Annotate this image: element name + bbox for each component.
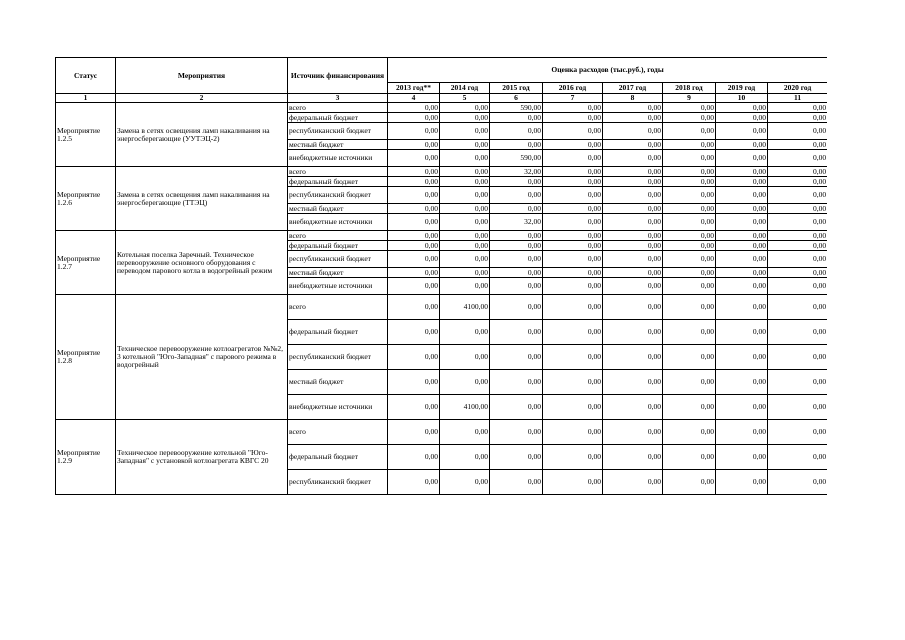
amount-cell: 0,00 bbox=[716, 345, 768, 370]
amount-cell: 0,00 bbox=[440, 370, 490, 395]
funding-source: внебюджетные источники bbox=[288, 278, 388, 295]
amount-cell: 0,00 bbox=[716, 140, 768, 150]
amount-cell: 0,00 bbox=[768, 177, 828, 187]
measure-status: Мероприятие 1.2.5 bbox=[56, 103, 116, 167]
amount-cell: 0,00 bbox=[388, 123, 440, 140]
amount-cell: 0,00 bbox=[603, 204, 663, 214]
amount-cell: 0,00 bbox=[490, 268, 543, 278]
amount-cell: 0,00 bbox=[768, 251, 828, 268]
amount-cell: 0,00 bbox=[716, 167, 768, 177]
amount-cell: 32,00 bbox=[490, 214, 543, 231]
funding-source: республиканский бюджет bbox=[288, 251, 388, 268]
amount-cell: 0,00 bbox=[543, 187, 603, 204]
amount-cell: 0,00 bbox=[490, 251, 543, 268]
amount-cell: 0,00 bbox=[490, 204, 543, 214]
table-row bbox=[56, 231, 828, 241]
amount-cell: 0,00 bbox=[768, 187, 828, 204]
amount-cell: 0,00 bbox=[543, 204, 603, 214]
measure-status: Мероприятие 1.2.8 bbox=[56, 295, 116, 420]
amount-cell: 0,00 bbox=[490, 113, 543, 123]
amount-cell: 0,00 bbox=[440, 231, 490, 241]
header-year: 2014 год bbox=[440, 83, 490, 94]
amount-cell: 0,00 bbox=[603, 231, 663, 241]
amount-cell: 0,00 bbox=[768, 420, 828, 445]
header-column-number: 2 bbox=[116, 94, 288, 103]
amount-cell: 0,00 bbox=[388, 320, 440, 345]
amount-cell: 0,00 bbox=[716, 470, 768, 495]
amount-cell: 0,00 bbox=[388, 113, 440, 123]
amount-cell: 0,00 bbox=[663, 113, 716, 123]
amount-cell: 0,00 bbox=[663, 204, 716, 214]
amount-cell: 0,00 bbox=[440, 103, 490, 113]
amount-cell: 0,00 bbox=[490, 231, 543, 241]
amount-cell: 0,00 bbox=[603, 395, 663, 420]
amount-cell: 0,00 bbox=[440, 214, 490, 231]
amount-cell: 0,00 bbox=[440, 177, 490, 187]
amount-cell: 0,00 bbox=[543, 103, 603, 113]
amount-cell: 0,00 bbox=[543, 251, 603, 268]
amount-cell: 0,00 bbox=[768, 231, 828, 241]
table-row bbox=[56, 420, 828, 445]
amount-cell: 0,00 bbox=[543, 395, 603, 420]
amount-cell: 0,00 bbox=[603, 150, 663, 167]
header-year: 2017 год bbox=[603, 83, 663, 94]
funding-source: местный бюджет bbox=[288, 204, 388, 214]
amount-cell: 0,00 bbox=[663, 123, 716, 140]
amount-cell: 0,00 bbox=[543, 167, 603, 177]
amount-cell: 0,00 bbox=[603, 470, 663, 495]
amount-cell: 0,00 bbox=[603, 214, 663, 231]
amount-cell: 0,00 bbox=[768, 123, 828, 140]
amount-cell: 0,00 bbox=[716, 113, 768, 123]
amount-cell: 0,00 bbox=[388, 241, 440, 251]
amount-cell: 0,00 bbox=[388, 140, 440, 150]
measure-name: Техническое перевооружение котельной "Юго-Западная" с установкой котлоагрегата КВГС 20 bbox=[116, 420, 288, 495]
amount-cell: 0,00 bbox=[490, 320, 543, 345]
amount-cell: 0,00 bbox=[663, 187, 716, 204]
funding-source: внебюджетные источники bbox=[288, 395, 388, 420]
header-column-number: 10 bbox=[716, 94, 768, 103]
measure-name: Котельная поселка Заречный. Техническое перевооружение основного оборудования с переводом парового котла в водогрейный режим bbox=[116, 231, 288, 295]
amount-cell: 0,00 bbox=[603, 370, 663, 395]
amount-cell: 0,00 bbox=[440, 187, 490, 204]
amount-cell: 0,00 bbox=[603, 103, 663, 113]
amount-cell: 0,00 bbox=[543, 241, 603, 251]
header-year: 2013 год** bbox=[388, 83, 440, 94]
amount-cell: 0,00 bbox=[388, 395, 440, 420]
amount-cell: 0,00 bbox=[543, 320, 603, 345]
header-source: Источник финансирования bbox=[288, 58, 388, 94]
amount-cell: 0,00 bbox=[388, 251, 440, 268]
funding-source: всего bbox=[288, 420, 388, 445]
amount-cell: 590,00 bbox=[490, 103, 543, 113]
amount-cell: 0,00 bbox=[716, 445, 768, 470]
amount-cell: 0,00 bbox=[490, 177, 543, 187]
amount-cell: 0,00 bbox=[603, 123, 663, 140]
amount-cell: 0,00 bbox=[768, 470, 828, 495]
header-column-numbers-row bbox=[56, 94, 828, 103]
amount-cell: 0,00 bbox=[663, 445, 716, 470]
amount-cell: 0,00 bbox=[603, 278, 663, 295]
funding-source: республиканский бюджет bbox=[288, 345, 388, 370]
amount-cell: 0,00 bbox=[716, 420, 768, 445]
amount-cell: 0,00 bbox=[440, 140, 490, 150]
measure-name: Техническое перевооружение котлоагрегатов №№2, 3 котельной "Юго-Западная" с парового режима в водогрейный bbox=[116, 295, 288, 420]
amount-cell: 0,00 bbox=[543, 370, 603, 395]
amount-cell: 0,00 bbox=[716, 278, 768, 295]
funding-source: внебюджетные источники bbox=[288, 214, 388, 231]
header-column-number: 1 bbox=[56, 94, 116, 103]
amount-cell: 0,00 bbox=[603, 113, 663, 123]
table-row bbox=[56, 295, 828, 320]
funding-source: федеральный бюджет bbox=[288, 177, 388, 187]
amount-cell: 0,00 bbox=[388, 470, 440, 495]
amount-cell: 0,00 bbox=[663, 251, 716, 268]
header-year: 2015 год bbox=[490, 83, 543, 94]
amount-cell: 0,00 bbox=[716, 251, 768, 268]
amount-cell: 0,00 bbox=[543, 470, 603, 495]
amount-cell: 0,00 bbox=[440, 420, 490, 445]
amount-cell: 0,00 bbox=[716, 103, 768, 113]
funding-source: всего bbox=[288, 167, 388, 177]
amount-cell: 590,00 bbox=[490, 150, 543, 167]
funding-source: республиканский бюджет bbox=[288, 187, 388, 204]
amount-cell: 0,00 bbox=[543, 445, 603, 470]
funding-source: всего bbox=[288, 231, 388, 241]
header-year: 2018 год bbox=[663, 83, 716, 94]
amount-cell: 0,00 bbox=[603, 187, 663, 204]
header-year: 2020 год bbox=[768, 83, 828, 94]
amount-cell: 0,00 bbox=[663, 214, 716, 231]
amount-cell: 0,00 bbox=[663, 140, 716, 150]
amount-cell: 0,00 bbox=[388, 278, 440, 295]
amount-cell: 0,00 bbox=[663, 470, 716, 495]
amount-cell: 0,00 bbox=[716, 370, 768, 395]
amount-cell: 0,00 bbox=[440, 123, 490, 140]
amount-cell: 0,00 bbox=[663, 278, 716, 295]
amount-cell: 4100,00 bbox=[440, 295, 490, 320]
amount-cell: 0,00 bbox=[603, 241, 663, 251]
amount-cell: 0,00 bbox=[490, 140, 543, 150]
amount-cell: 0,00 bbox=[440, 204, 490, 214]
amount-cell: 0,00 bbox=[440, 470, 490, 495]
amount-cell: 0,00 bbox=[543, 123, 603, 140]
header-year: 2019 год bbox=[716, 83, 768, 94]
amount-cell: 0,00 bbox=[543, 295, 603, 320]
funding-source: всего bbox=[288, 295, 388, 320]
amount-cell: 0,00 bbox=[388, 295, 440, 320]
header-column-number: 4 bbox=[388, 94, 440, 103]
amount-cell: 0,00 bbox=[716, 241, 768, 251]
amount-cell: 0,00 bbox=[663, 103, 716, 113]
amount-cell: 0,00 bbox=[768, 295, 828, 320]
amount-cell: 0,00 bbox=[388, 150, 440, 167]
amount-cell: 0,00 bbox=[768, 370, 828, 395]
amount-cell: 0,00 bbox=[663, 231, 716, 241]
amount-cell: 0,00 bbox=[663, 167, 716, 177]
amount-cell: 0,00 bbox=[490, 241, 543, 251]
header-column-number: 5 bbox=[440, 94, 490, 103]
amount-cell: 0,00 bbox=[768, 241, 828, 251]
amount-cell: 0,00 bbox=[768, 103, 828, 113]
document-sheet bbox=[55, 57, 827, 565]
amount-cell: 0,00 bbox=[603, 251, 663, 268]
amount-cell: 0,00 bbox=[388, 370, 440, 395]
amount-cell: 0,00 bbox=[768, 278, 828, 295]
header-column-number: 7 bbox=[543, 94, 603, 103]
amount-cell: 0,00 bbox=[543, 345, 603, 370]
amount-cell: 0,00 bbox=[663, 370, 716, 395]
amount-cell: 0,00 bbox=[388, 177, 440, 187]
header-column-number: 9 bbox=[663, 94, 716, 103]
amount-cell: 0,00 bbox=[603, 320, 663, 345]
amount-cell: 0,00 bbox=[768, 150, 828, 167]
amount-cell: 0,00 bbox=[490, 187, 543, 204]
header-year: 2016 год bbox=[543, 83, 603, 94]
amount-cell: 0,00 bbox=[663, 241, 716, 251]
funding-source: федеральный бюджет bbox=[288, 241, 388, 251]
amount-cell: 0,00 bbox=[388, 187, 440, 204]
table-header bbox=[56, 58, 828, 103]
amount-cell: 0,00 bbox=[388, 420, 440, 445]
amount-cell: 0,00 bbox=[440, 150, 490, 167]
amount-cell: 0,00 bbox=[663, 345, 716, 370]
amount-cell: 0,00 bbox=[543, 214, 603, 231]
amount-cell: 0,00 bbox=[388, 103, 440, 113]
amount-cell: 0,00 bbox=[440, 278, 490, 295]
amount-cell: 0,00 bbox=[663, 177, 716, 187]
amount-cell: 0,00 bbox=[543, 278, 603, 295]
amount-cell: 0,00 bbox=[440, 320, 490, 345]
amount-cell: 0,00 bbox=[716, 214, 768, 231]
amount-cell: 0,00 bbox=[543, 231, 603, 241]
amount-cell: 0,00 bbox=[603, 295, 663, 320]
amount-cell: 0,00 bbox=[663, 295, 716, 320]
amount-cell: 0,00 bbox=[490, 295, 543, 320]
amount-cell: 0,00 bbox=[768, 445, 828, 470]
amount-cell: 0,00 bbox=[716, 123, 768, 140]
amount-cell: 0,00 bbox=[603, 420, 663, 445]
amount-cell: 32,00 bbox=[490, 167, 543, 177]
table-row bbox=[56, 103, 828, 113]
header-column-number: 6 bbox=[490, 94, 543, 103]
amount-cell: 0,00 bbox=[388, 204, 440, 214]
amount-cell: 0,00 bbox=[716, 295, 768, 320]
amount-cell: 0,00 bbox=[440, 445, 490, 470]
amount-cell: 0,00 bbox=[440, 251, 490, 268]
funding-source: местный бюджет bbox=[288, 268, 388, 278]
amount-cell: 0,00 bbox=[490, 420, 543, 445]
amount-cell: 0,00 bbox=[440, 167, 490, 177]
funding-source: местный бюджет bbox=[288, 140, 388, 150]
funding-source: всего bbox=[288, 103, 388, 113]
amount-cell: 0,00 bbox=[768, 395, 828, 420]
amount-cell: 0,00 bbox=[716, 204, 768, 214]
funding-source: местный бюджет bbox=[288, 370, 388, 395]
amount-cell: 0,00 bbox=[768, 140, 828, 150]
header-column-number: 11 bbox=[768, 94, 828, 103]
amount-cell: 0,00 bbox=[603, 140, 663, 150]
amount-cell: 0,00 bbox=[388, 214, 440, 231]
funding-source: внебюджетные источники bbox=[288, 150, 388, 167]
amount-cell: 0,00 bbox=[490, 345, 543, 370]
amount-cell: 0,00 bbox=[543, 140, 603, 150]
amount-cell: 0,00 bbox=[716, 268, 768, 278]
table-body bbox=[56, 103, 828, 495]
amount-cell: 0,00 bbox=[490, 123, 543, 140]
amount-cell: 0,00 bbox=[388, 345, 440, 370]
amount-cell: 0,00 bbox=[603, 268, 663, 278]
amount-cell: 0,00 bbox=[716, 177, 768, 187]
amount-cell: 0,00 bbox=[768, 268, 828, 278]
amount-cell: 0,00 bbox=[716, 150, 768, 167]
amount-cell: 0,00 bbox=[440, 241, 490, 251]
funding-source: федеральный бюджет bbox=[288, 113, 388, 123]
funding-source: федеральный бюджет bbox=[288, 320, 388, 345]
amount-cell: 0,00 bbox=[490, 395, 543, 420]
header-measure: Мероприятия bbox=[116, 58, 288, 94]
header-column-number: 3 bbox=[288, 94, 388, 103]
amount-cell: 0,00 bbox=[490, 370, 543, 395]
amount-cell: 0,00 bbox=[716, 395, 768, 420]
amount-cell: 4100,00 bbox=[440, 395, 490, 420]
amount-cell: 0,00 bbox=[716, 231, 768, 241]
funding-source: федеральный бюджет bbox=[288, 445, 388, 470]
amount-cell: 0,00 bbox=[388, 231, 440, 241]
amount-cell: 0,00 bbox=[543, 420, 603, 445]
amount-cell: 0,00 bbox=[603, 345, 663, 370]
amount-cell: 0,00 bbox=[603, 167, 663, 177]
amount-cell: 0,00 bbox=[388, 167, 440, 177]
amount-cell: 0,00 bbox=[490, 278, 543, 295]
amount-cell: 0,00 bbox=[543, 177, 603, 187]
amount-cell: 0,00 bbox=[768, 320, 828, 345]
amount-cell: 0,00 bbox=[768, 345, 828, 370]
amount-cell: 0,00 bbox=[490, 470, 543, 495]
amount-cell: 0,00 bbox=[543, 268, 603, 278]
amount-cell: 0,00 bbox=[663, 395, 716, 420]
amount-cell: 0,00 bbox=[490, 445, 543, 470]
measure-status: Мероприятие 1.2.6 bbox=[56, 167, 116, 231]
amount-cell: 0,00 bbox=[663, 268, 716, 278]
funding-table bbox=[55, 57, 827, 495]
header-column-number: 8 bbox=[603, 94, 663, 103]
measure-status: Мероприятие 1.2.9 bbox=[56, 420, 116, 495]
amount-cell: 0,00 bbox=[388, 445, 440, 470]
table-row bbox=[56, 167, 828, 177]
amount-cell: 0,00 bbox=[440, 113, 490, 123]
amount-cell: 0,00 bbox=[603, 445, 663, 470]
amount-cell: 0,00 bbox=[768, 204, 828, 214]
amount-cell: 0,00 bbox=[543, 113, 603, 123]
amount-cell: 0,00 bbox=[663, 150, 716, 167]
header-status: Статус bbox=[56, 58, 116, 94]
amount-cell: 0,00 bbox=[603, 177, 663, 187]
header-estimate: Оценка расходов (тыс.руб.), годы bbox=[388, 58, 828, 83]
measure-name: Замена в сетях освещения ламп накаливания на энергосберегающие (ТТЭЦ) bbox=[116, 167, 288, 231]
funding-source: республиканский бюджет bbox=[288, 123, 388, 140]
amount-cell: 0,00 bbox=[768, 214, 828, 231]
amount-cell: 0,00 bbox=[440, 268, 490, 278]
amount-cell: 0,00 bbox=[716, 320, 768, 345]
amount-cell: 0,00 bbox=[440, 345, 490, 370]
amount-cell: 0,00 bbox=[543, 150, 603, 167]
amount-cell: 0,00 bbox=[768, 113, 828, 123]
measure-name: Замена в сетях освещения ламп накаливания на энергосберегающие (УУТЭЦ-2) bbox=[116, 103, 288, 167]
amount-cell: 0,00 bbox=[716, 187, 768, 204]
measure-status: Мероприятие 1.2.7 bbox=[56, 231, 116, 295]
amount-cell: 0,00 bbox=[663, 320, 716, 345]
funding-source: республиканский бюджет bbox=[288, 470, 388, 495]
amount-cell: 0,00 bbox=[388, 268, 440, 278]
amount-cell: 0,00 bbox=[663, 420, 716, 445]
amount-cell: 0,00 bbox=[768, 167, 828, 177]
